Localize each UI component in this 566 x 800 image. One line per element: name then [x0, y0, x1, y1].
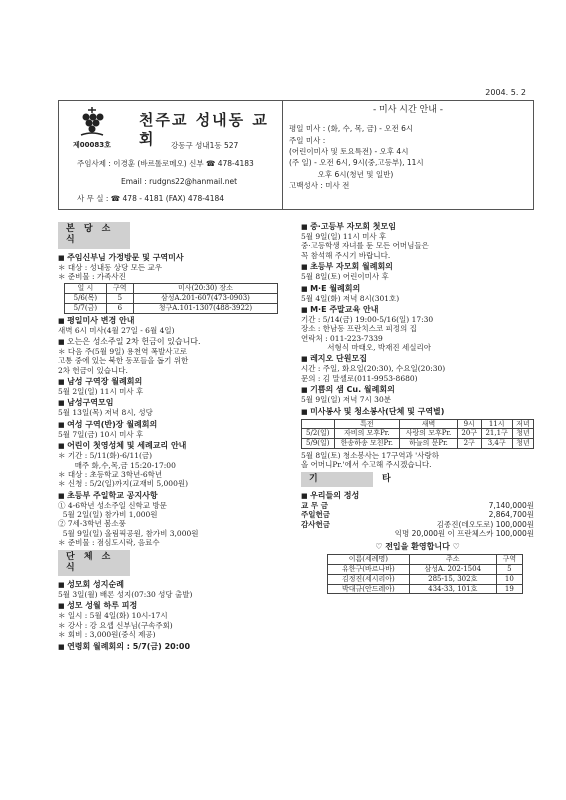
- table-header: 일 시: [65, 284, 107, 294]
- table-cell: 자비의 모후Pr.: [334, 429, 400, 439]
- item-heading: ■ M·E 월례회의: [301, 284, 534, 294]
- left-column: [58, 220, 291, 652]
- table-header: 새벽: [400, 419, 458, 429]
- item-line: 올 어머니Pr.'에서 수고해 주시겠습니다.: [301, 460, 432, 470]
- table-cell: 3,4구: [481, 439, 512, 449]
- table-cell: 6: [106, 303, 133, 313]
- bulletin-date: 2004. 5. 2: [485, 88, 526, 97]
- table-row: [328, 584, 523, 594]
- item-line: ＊ 준비물 : 점심도시락, 음료수: [58, 538, 160, 548]
- item-heading: ■ 미사봉사 및 청소봉사(단체 및 구역별): [301, 407, 534, 417]
- table-cell: 유한구(바르나바): [328, 565, 410, 575]
- table-header: 미사(20:30) 장소: [133, 284, 277, 294]
- table-cell: 청년: [512, 429, 533, 439]
- item-heading: ■ 성모 성월 하루 피정: [58, 601, 291, 611]
- pastor-info: 주임사제 : 이경훈 (바르톨로메오) 신부 ☎ 478-4183: [77, 159, 254, 168]
- office-phone: 사 무 실 : ☎ 478 - 4181 (FAX) 478-4184: [77, 194, 225, 203]
- item-heading: ■ 주임신부님 가정방문 및 구역미사: [58, 253, 291, 263]
- item-heading: ■ 중·고등부 자모회 첫모임: [301, 222, 534, 232]
- item-line: 문의 : 김 말셀로(011-9953-8680): [301, 373, 418, 383]
- item-line: ＊ 신청 : 5/2(일)까지(교재비 5,000원): [58, 479, 189, 489]
- table-header: 구역: [496, 555, 522, 565]
- church-address: 강동구 성내1동 527: [171, 141, 239, 150]
- item-heading: ■ 평일미사 변경 안내: [58, 316, 291, 326]
- item-heading: ■ 우리들의 정성: [301, 491, 534, 501]
- item-heading: ■ 남성 구역장 월례회의: [58, 377, 291, 387]
- item-heading: ■ 성모회 성지순례: [58, 580, 291, 590]
- item-line: 중·고등학생 자녀를 둔 모든 어머님들은: [301, 241, 429, 251]
- item-line: 5월 8일(토) 어린이미사 후: [301, 272, 389, 282]
- item-line: 기간 : 5/14(금) 19:00-5/16(일) 17:30: [301, 314, 434, 324]
- item-line: 꼭 참석해 주시기 바랍니다.: [301, 250, 391, 260]
- item-heading: ■ 초등부 자모회 월례회의: [301, 262, 534, 272]
- mass-line: 평일 미사 : (화, 수, 목, 금) - 오전 6시: [289, 124, 414, 134]
- table-row: [302, 429, 534, 439]
- item-line: 5월 7일(금) 10시 미사 후: [58, 429, 144, 439]
- item-line: 5월 9일(일) 저녁 7시 30분: [301, 395, 391, 405]
- offering-value: 김종진(데오도로) 100,000원: [436, 519, 534, 529]
- table-row: [65, 303, 278, 313]
- bulletin-body: [58, 220, 534, 652]
- item-heading: ■ 오는은 성소주일 2차 헌금이 있습니다.: [58, 337, 291, 347]
- item-line: 서형식 마태오, 박재진 세실리아: [301, 343, 431, 352]
- table-row: [302, 439, 534, 449]
- mass-line: 주일 미사 :: [289, 135, 326, 145]
- item-line: 5월 2일(일) 11시 미사 후: [58, 387, 144, 396]
- item-heading: ■ 연령회 월례회의 : 5/7(금) 20:00: [58, 642, 291, 652]
- table-cell: 사랑의 모후Pr.: [400, 429, 458, 439]
- item-line: 2차 헌금이 있습니다.: [58, 365, 128, 375]
- table-cell: 박대규(안드레아): [328, 584, 410, 594]
- item-heading: ■ M·E 주말교육 안내: [301, 305, 534, 315]
- offering-row: [301, 520, 534, 529]
- item-line: ＊ 강사 : 강 요셉 신부님(구속주회): [58, 620, 173, 630]
- table-cell: 하늘의 문Pr.: [400, 439, 458, 449]
- mass-line: (어린이미사 및 토요특전) - 오후 4시: [289, 147, 409, 156]
- item-heading: ■ 레지오 단원모집: [301, 354, 534, 364]
- item-line: 5월 9일(일) 올림픽공원, 참가비 3,000원: [58, 528, 199, 538]
- item-line: 5월 8일(토) 청소봉사는 17구역과 '사랑하: [301, 450, 439, 460]
- table-cell: 김정진(세시리아): [328, 574, 410, 584]
- item-line: 5월 3일(월) 배론 성지(07:30 성당 출발): [58, 590, 193, 599]
- item-heading: ■ 초등부 주일학교 공지사항: [58, 491, 291, 501]
- mass-line: (주 일) - 오전 6시, 9시(중,고등부), 11시: [289, 158, 424, 168]
- table-cell: 5/2(일): [302, 429, 335, 439]
- table-header: 9시: [457, 419, 481, 429]
- item-line: 연락처 : 011-223-7339: [301, 333, 383, 343]
- welcome-table: [327, 554, 523, 594]
- table-cell: 삼성A.201-607(473-0903): [133, 294, 277, 304]
- grape-logo-icon: [77, 105, 107, 137]
- table-cell: 5: [496, 565, 522, 575]
- item-line: ＊ 준비물 : 가족사진: [58, 271, 126, 281]
- table-cell: 한송하송 모친Pr.: [334, 439, 400, 449]
- table-cell: 5/7(금): [65, 303, 107, 313]
- table-cell: 434-33, 101호: [409, 584, 496, 594]
- offering-label: [301, 529, 371, 538]
- item-line: 고통 중에 있는 북한 동포들을 돕기 위한: [58, 356, 189, 366]
- item-line: 새벽 6시 미사(4월 27일 - 6월 4일): [58, 325, 175, 335]
- offering-row: [301, 510, 534, 519]
- visit-table: [64, 283, 278, 313]
- item-heading: ■ 어린이 첫영성체 및 세례교리 안내: [58, 441, 291, 451]
- item-line: 매주 화,수,목,금 15:20-17:00: [58, 460, 176, 470]
- mass-line: 오후 6시(청년 및 일반): [289, 169, 394, 179]
- item-line: ＊ 다음 주(5월 9일) 용천역 폭발사고로: [58, 346, 187, 356]
- table-row: [328, 565, 523, 575]
- service-table: [301, 419, 534, 449]
- offering-label: 감사헌금: [301, 519, 330, 529]
- item-line: ＊ 대상 : 초등학교 3학년-6학년: [58, 469, 163, 479]
- item-line: ＊ 회비 : 3,000원(중식 제공): [58, 630, 156, 640]
- item-line: 5월 13일(목) 저녁 8시, 성당: [58, 408, 153, 418]
- mass-schedule: [283, 101, 533, 209]
- section-header: 기 타: [301, 472, 373, 487]
- item-line: 장소 : 한남동 프란치스코 피정의 집: [301, 324, 417, 334]
- section-header: 본 당 소 식: [58, 222, 130, 249]
- offering-row: [301, 501, 534, 510]
- item-heading: ■ 기쁨의 샘 Cu. 월례회의: [301, 385, 534, 395]
- table-header: 특전: [334, 419, 400, 429]
- table-cell: 5/6(목): [65, 294, 107, 304]
- table-row: [328, 574, 523, 584]
- item-line: ① 4-6학년 성소주일 신학교 방문: [58, 500, 167, 510]
- table-header: 저녁: [512, 419, 533, 429]
- item-heading: ■ 남성구역모임: [58, 398, 291, 408]
- item-line: ＊ 대상 : 성내동 상당 모든 교우: [58, 262, 163, 272]
- table-row: [65, 294, 278, 304]
- item-line: 5월 2일(일) 참가비 1,000원: [58, 510, 158, 519]
- table-cell: 2구: [457, 439, 481, 449]
- offering-label: 교 무 금: [301, 500, 328, 510]
- offering-value: 7,140,000원: [488, 500, 534, 510]
- item-line: 시간 : 주일, 화요일(20:30), 수요일(20:30): [301, 364, 446, 374]
- issue-number: 제00083호: [73, 141, 111, 149]
- item-line: 5월 4일(화) 저녁 8시(301호): [301, 293, 400, 303]
- table-cell: 19: [496, 584, 522, 594]
- table-header: 주소: [409, 555, 496, 565]
- church-info: [59, 101, 283, 209]
- table-cell: 285-15, 302호: [409, 574, 496, 584]
- offering-row: [301, 529, 534, 538]
- church-name: 천주교 성내동 교회: [139, 111, 269, 148]
- table-header: 이름(세례명): [328, 555, 410, 565]
- table-cell: 20구: [457, 429, 481, 439]
- table-header: 구역: [106, 284, 133, 294]
- item-line: ＊ 일시 : 5월 4일(화) 10시-17시: [58, 611, 168, 621]
- table-cell: 21,1구: [481, 429, 512, 439]
- table-cell: 5/9(일): [302, 439, 335, 449]
- item-line: ＊ 기간 : 5/11(화)-6/11(금): [58, 451, 153, 461]
- mass-schedule-title: - 미사 시간 안내 -: [372, 105, 444, 115]
- offering-value: 2,864,700원: [488, 510, 534, 520]
- table-header: 11시: [481, 419, 512, 429]
- item-line: ② 7세-3학년 봄소풍: [58, 519, 126, 529]
- table-cell: 삼성A. 202-1504: [409, 565, 496, 575]
- offering-label: 주일헌금: [301, 510, 330, 520]
- section-header: 단 체 소 식: [58, 550, 130, 577]
- offering-value: 익명 20,000원 이 프란체스카 100,000원: [394, 528, 534, 538]
- right-column: [301, 220, 534, 652]
- mass-line: 고백성사 : 미사 전: [289, 181, 350, 191]
- table-cell: 5: [106, 294, 133, 304]
- table-header: [302, 419, 335, 429]
- welcome-heading: ♡ 전입을 환영합니다 ♡: [375, 542, 460, 552]
- item-line: 5월 9일(일) 11시 미사 후: [301, 232, 387, 241]
- item-heading: ■ 여성 구역(반)장 월례회의: [58, 420, 291, 430]
- table-cell: 청구A.101-1307(488-3922): [133, 303, 277, 313]
- bulletin-header: [58, 100, 534, 210]
- table-cell: 10: [496, 574, 522, 584]
- table-cell: 청년: [512, 439, 533, 449]
- email-address: Email : rudgns22@hanmail.net: [121, 177, 238, 186]
